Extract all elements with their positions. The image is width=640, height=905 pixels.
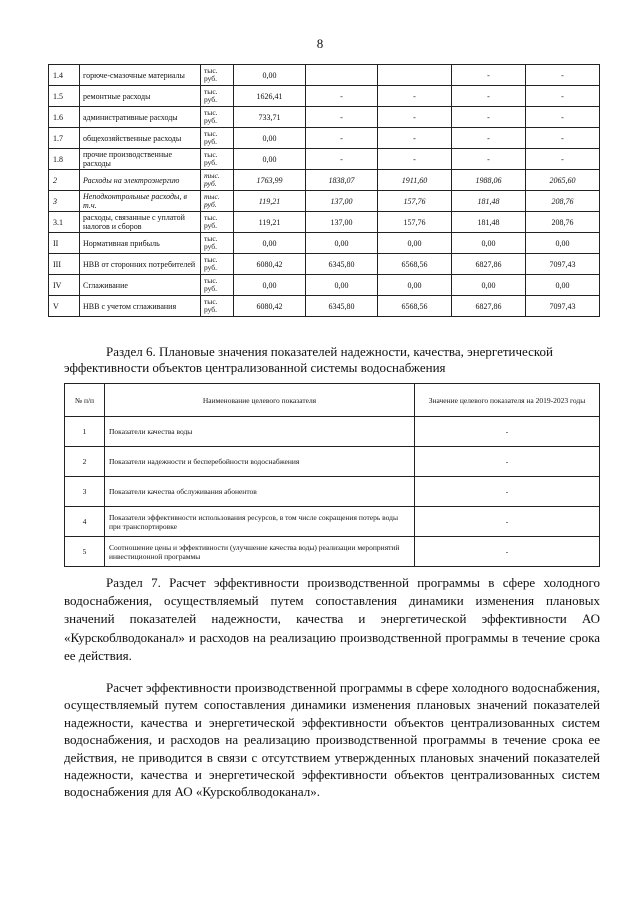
cost-row-value: 6827,86 bbox=[452, 254, 526, 275]
cost-row-value: 137,00 bbox=[306, 212, 378, 233]
cost-row-value: - bbox=[306, 107, 378, 128]
cost-row-value: 6568,56 bbox=[378, 254, 452, 275]
cost-row-name: НВВ от сторонних потребителей bbox=[80, 254, 201, 275]
cost-row-value: 0,00 bbox=[452, 233, 526, 254]
cost-row-code: 2 bbox=[49, 170, 80, 191]
cost-row-value: 1626,41 bbox=[234, 86, 306, 107]
cost-row bbox=[49, 86, 600, 107]
cost-table bbox=[48, 64, 600, 317]
cost-row-value: 1988,06 bbox=[452, 170, 526, 191]
cost-row-value: - bbox=[526, 65, 600, 86]
targets-header-name: Наименование целевого показателя bbox=[105, 384, 415, 417]
cost-row-name: общехозяйственные расходы bbox=[80, 128, 201, 149]
targets-row-name: Показатели качества воды bbox=[105, 417, 415, 447]
cost-row bbox=[49, 212, 600, 233]
cost-row-value: 119,21 bbox=[234, 212, 306, 233]
cost-row-unit: тыс. руб. bbox=[201, 107, 234, 128]
cost-row-unit: тыс. руб. bbox=[201, 296, 234, 317]
targets-header-row bbox=[65, 384, 600, 417]
cost-row-value: - bbox=[378, 107, 452, 128]
cost-row-value: 6080,42 bbox=[234, 296, 306, 317]
section6-heading bbox=[64, 344, 604, 376]
cost-row-value: 1911,60 bbox=[378, 170, 452, 191]
cost-row-code: 1.6 bbox=[49, 107, 80, 128]
cost-row-value: 0,00 bbox=[526, 275, 600, 296]
section6-line1: Раздел 6. Плановые значения показателей надежности, качества, энергетической bbox=[106, 344, 554, 359]
cost-row bbox=[49, 170, 600, 191]
cost-row-value: 208,76 bbox=[526, 212, 600, 233]
cost-row bbox=[49, 65, 600, 86]
cost-row-unit: тыс. руб. bbox=[201, 65, 234, 86]
cost-row-code: III bbox=[49, 254, 80, 275]
targets-row-name: Показатели эффективности использования ресурсов, в том числе сокращения потерь воды при транспортировке bbox=[105, 507, 415, 537]
cost-row-value: 6080,42 bbox=[234, 254, 306, 275]
cost-row bbox=[49, 254, 600, 275]
cost-row bbox=[49, 296, 600, 317]
cost-row-code: 3.1 bbox=[49, 212, 80, 233]
page-number: 8 bbox=[316, 36, 324, 51]
cost-row-code: V bbox=[49, 296, 80, 317]
section6-line2: эффективности объектов централизованной системы водоснабжения bbox=[64, 360, 446, 375]
cost-row-value: - bbox=[452, 65, 526, 86]
cost-row-value: - bbox=[306, 128, 378, 149]
cost-row-name: расходы, связанные с уплатой налогов и сборов bbox=[80, 212, 201, 233]
cost-row-value: 181,48 bbox=[452, 191, 526, 212]
cost-row bbox=[49, 275, 600, 296]
cost-row-value: 0,00 bbox=[378, 233, 452, 254]
targets-row-num: 3 bbox=[65, 477, 105, 507]
cost-row-value: 2065,60 bbox=[526, 170, 600, 191]
cost-row-name: ремонтные расходы bbox=[80, 86, 201, 107]
cost-row-unit: тыс. руб. bbox=[201, 170, 234, 191]
cost-row-value: - bbox=[452, 149, 526, 170]
targets-row-value: - bbox=[415, 507, 600, 537]
cost-row-value: - bbox=[452, 86, 526, 107]
cost-row-unit: тыс. руб. bbox=[201, 128, 234, 149]
cost-row-value: - bbox=[452, 128, 526, 149]
cost-row-unit: тыс. руб. bbox=[201, 86, 234, 107]
cost-row-value: - bbox=[306, 86, 378, 107]
targets-row-num: 4 bbox=[65, 507, 105, 537]
cost-row-value: 0,00 bbox=[234, 65, 306, 86]
targets-row-value: - bbox=[415, 537, 600, 567]
cost-row-value: - bbox=[526, 107, 600, 128]
cost-row-value: 733,71 bbox=[234, 107, 306, 128]
targets-row bbox=[65, 507, 600, 537]
cost-row-value: 0,00 bbox=[452, 275, 526, 296]
cost-row-value: 0,00 bbox=[234, 149, 306, 170]
cost-row-name: горюче-смазочные материалы bbox=[80, 65, 201, 86]
cost-row-value: 157,76 bbox=[378, 212, 452, 233]
cost-row-code: II bbox=[49, 233, 80, 254]
cost-row-value: 6827,86 bbox=[452, 296, 526, 317]
cost-row-value: 137,00 bbox=[306, 191, 378, 212]
cost-row-name: Сглаживание bbox=[80, 275, 201, 296]
cost-row-name: прочие производственные расходы bbox=[80, 149, 201, 170]
cost-row-value: - bbox=[526, 149, 600, 170]
cost-row-code: 1.7 bbox=[49, 128, 80, 149]
targets-row-num: 5 bbox=[65, 537, 105, 567]
cost-row-unit: тыс. руб. bbox=[201, 275, 234, 296]
efficiency-paragraph bbox=[64, 679, 600, 801]
cost-row bbox=[49, 149, 600, 170]
targets-row-value: - bbox=[415, 477, 600, 507]
cost-row-value: 0,00 bbox=[306, 275, 378, 296]
targets-row bbox=[65, 477, 600, 507]
cost-row-value: 0,00 bbox=[526, 233, 600, 254]
cost-row-code: 1.8 bbox=[49, 149, 80, 170]
cost-row-value bbox=[306, 65, 378, 86]
cost-row-value: 1838,07 bbox=[306, 170, 378, 191]
cost-row-code: 3 bbox=[49, 191, 80, 212]
cost-row-value: 208,76 bbox=[526, 191, 600, 212]
cost-row-value bbox=[378, 65, 452, 86]
cost-row-value: - bbox=[378, 128, 452, 149]
targets-row-num: 2 bbox=[65, 447, 105, 477]
cost-row-value: 0,00 bbox=[234, 275, 306, 296]
cost-row-value: 0,00 bbox=[378, 275, 452, 296]
section7-text: Раздел 7. Расчет эффективности производственной программы в сфере холодного водоснабжения, осуществляемый путем сопоставления динамики изменения плановых значений показателей надежности, качества и энергетической эффективности АО «Курскоблводоканал» и расходов на реализацию производственной программы в течение срока ее действия. bbox=[64, 575, 600, 663]
cost-row-value: - bbox=[306, 149, 378, 170]
cost-row-name: НВВ с учетом сглаживания bbox=[80, 296, 201, 317]
cost-row-name: административные расходы bbox=[80, 107, 201, 128]
cost-row-value: 1763,99 bbox=[234, 170, 306, 191]
cost-row-value: 0,00 bbox=[306, 233, 378, 254]
cost-row-name: Расходы на электроэнергию bbox=[80, 170, 201, 191]
cost-row-value: 181,48 bbox=[452, 212, 526, 233]
cost-row-value: 0,00 bbox=[234, 128, 306, 149]
targets-header-num: № п/п bbox=[65, 384, 105, 417]
targets-row bbox=[65, 537, 600, 567]
cost-row-value: 157,76 bbox=[378, 191, 452, 212]
cost-row-value: 6568,56 bbox=[378, 296, 452, 317]
targets-row-name: Показатели надежности и бесперебойности водоснабжения bbox=[105, 447, 415, 477]
cost-row-value: - bbox=[452, 107, 526, 128]
cost-row-unit: тыс. руб. bbox=[201, 149, 234, 170]
targets-row bbox=[65, 447, 600, 477]
cost-row-unit: тыс. руб. bbox=[201, 233, 234, 254]
targets-row bbox=[65, 417, 600, 447]
cost-row-name: Нормативная прибыль bbox=[80, 233, 201, 254]
cost-row-value: - bbox=[526, 86, 600, 107]
cost-row bbox=[49, 191, 600, 212]
cost-row-code: 1.4 bbox=[49, 65, 80, 86]
cost-row-value: - bbox=[378, 149, 452, 170]
cost-row bbox=[49, 128, 600, 149]
cost-row bbox=[49, 107, 600, 128]
cost-row-code: 1.5 bbox=[49, 86, 80, 107]
targets-row-name: Показатели качества обслуживания абонентов bbox=[105, 477, 415, 507]
targets-row-name: Соотношение цены и эффективности (улучшение качества воды) реализации мероприятий инвестиционной программы bbox=[105, 537, 415, 567]
cost-row-name: Неподконтрольные расходы, в т.ч. bbox=[80, 191, 201, 212]
targets-row-num: 1 bbox=[65, 417, 105, 447]
cost-row-value: 6345,80 bbox=[306, 296, 378, 317]
targets-header-value: Значение целевого показателя на 2019-2023 годы bbox=[415, 384, 600, 417]
cost-row-value: - bbox=[526, 128, 600, 149]
cost-row-value: - bbox=[378, 86, 452, 107]
cost-row-value: 7097,43 bbox=[526, 254, 600, 275]
cost-row-value: 7097,43 bbox=[526, 296, 600, 317]
cost-row-unit: тыс. руб. bbox=[201, 191, 234, 212]
targets-table bbox=[64, 383, 600, 567]
cost-row-unit: тыс. руб. bbox=[201, 212, 234, 233]
targets-row-value: - bbox=[415, 447, 600, 477]
cost-row-value: 119,21 bbox=[234, 191, 306, 212]
section7-heading bbox=[64, 574, 600, 665]
cost-row-value: 6345,80 bbox=[306, 254, 378, 275]
targets-row-value: - bbox=[415, 417, 600, 447]
cost-row-code: IV bbox=[49, 275, 80, 296]
cost-row-value: 0,00 bbox=[234, 233, 306, 254]
cost-row-unit: тыс. руб. bbox=[201, 254, 234, 275]
efficiency-paragraph-text: Расчет эффективности производственной программы в сфере холодного водоснабжения, осуществляемый путем сопоставления динамики изменения плановых значений показателей надежности, качества и энергетической эффективности объектов централизованных систем водоснабжения, и расходов на реализацию производственной программы в течение срока ее действия, не приводится в связи с отсутствием утвержденных плановых значений показателей надежности, качества и энергетической эффективности объектов централизованных систем водоснабжения для АО «Курскоблводоканал». bbox=[64, 680, 600, 800]
cost-row bbox=[49, 233, 600, 254]
